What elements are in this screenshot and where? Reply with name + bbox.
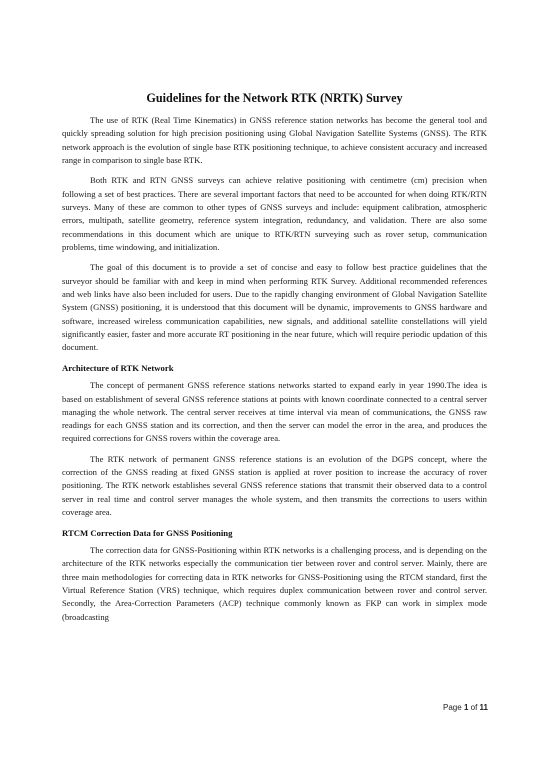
architecture-paragraph-1: The concept of permanent GNSS reference stations networks started to expand early in year 1990.The idea is based on establishment of several GNSS reference stations at points with known coordinate connected to a central server managing the whole network. The central server receives at time interval via mean of communications, the GNSS raw readings for each GNSS station and its correction, and then the server can model the error in the area, and produces the required corrections for GNSS rovers within the coverage area. — [62, 380, 487, 444]
rtcm-paragraph-1: The correction data for GNSS-Positioning within RTK networks is a challenging process, and is depending on the architecture of the RTK networks especially the communication tier between rover and control server. Mainly, there are three main methodologies for correcting data in RTK networks for GNSS-Positioning using the RTCM standard, first the Virtual Reference Station (VRS) technique, which requires duplex communication between rover and control server. Secondly, the Area-Correction Parameters (ACP) technique commonly known as FKP can work in simplex mode (broadcasting — [62, 545, 487, 622]
intro-paragraph-1: The use of RTK (Real Time Kinematics) in GNSS reference station networks has become the general tool and quickly spreading solution for high precision positioning using Global Navigation Satellite Systems (GNSS). The RTK network approach is the evolution of single base RTK positioning technique, to achieve consistent accuracy and increased range in comparison to single base RTK. — [62, 115, 487, 165]
page-total: 11 — [479, 703, 488, 712]
intro-paragraph-3: The goal of this document is to provide a set of concise and easy to follow best practice guidelines that the surveyor should be familiar with and keep in mind when performing RTK Survey. Additional recommended references and web links have also been included for users. Due to the rapidly changing environment of Global Navigation Satellite System (GNSS) positioning, it is understood that this document will be dynamic, improvements to GNSS hardware and software, increased wireless communication capabilities, new signals, and additional satellite constellations will yield significantly easier, faster and more accurate RT positioning in the near future, which will require periodic updation of this document. — [62, 262, 487, 353]
document-title: Guidelines for the Network RTK (NRTK) Survey — [146, 91, 403, 105]
section-heading-rtcm: RTCM Correction Data for GNSS Positioning — [62, 527, 233, 538]
page-of-word: of — [470, 703, 478, 712]
page-current: 1 — [463, 703, 469, 712]
intro-paragraph-2: Both RTK and RTN GNSS surveys can achieve relative positioning with centimetre (cm) precision when following a set of best practices. There are several important factors that need to be accounted for when doing RTK/RTN surveys. Many of these are common to other types of GNSS surveys and include: equipment calibration, atmospheric errors, multipath, satellite geometry, reference system integration, redundancy, and validation. There are also some recommendations in this document which are unique to RTK/RTN surveying such as rover setup, communication problems, time windowing, and initialization. — [62, 175, 487, 252]
section-heading-architecture: Architecture of RTK Network — [62, 362, 174, 373]
page-word: Page — [443, 703, 462, 712]
page-number-footer — [443, 703, 488, 713]
document-body — [62, 90, 487, 631]
architecture-paragraph-2: The RTK network of permanent GNSS reference stations is an evolution of the DGPS concept, where the correction of the GNSS reading at fixed GNSS station is applied at rover position to increase the accuracy of rover positioning. The RTK network establishes several GNSS reference stations that transmit their observed data to a control server in real time and control server manages the whole system, and then transmits the corrections to users within coverage area. — [62, 453, 487, 518]
